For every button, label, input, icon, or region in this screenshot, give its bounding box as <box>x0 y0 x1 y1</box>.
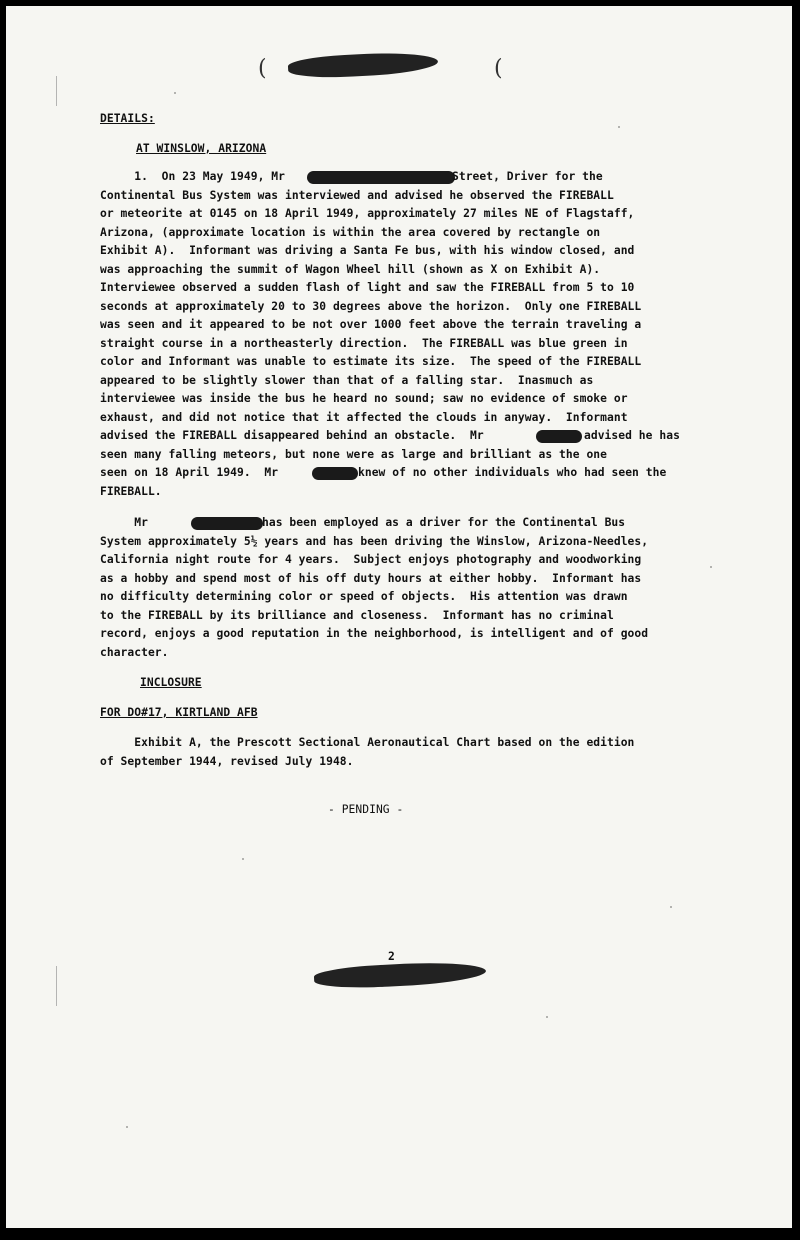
para1-line-18b: knew of no other individuals who had seen the <box>358 466 667 479</box>
section-title: DETAILS: <box>100 112 155 125</box>
enclosure-for: FOR DO#17, KIRTLAND AFB <box>100 706 258 719</box>
para1-line: exhaust, and did not notice that it affected the clouds in anyway. Informant <box>100 411 628 424</box>
speck <box>242 858 244 860</box>
para1-line: color and Informant was unable to estimate its size. The speed of the FIREBALL <box>100 355 642 368</box>
para1-line: Interviewee observed a sudden flash of light and saw the FIREBALL from 5 to 10 <box>100 281 635 294</box>
para1-line: was approaching the summit of Wagon Wheel hill (shown as X on Exhibit A). <box>100 263 601 276</box>
para1-line: or meteorite at 0145 on 18 April 1949, approximately 27 miles NE of Flagstaff, <box>100 207 635 220</box>
redaction <box>536 430 582 443</box>
margin-mark <box>56 966 57 1006</box>
enclosure-line: of September 1944, revised July 1948. <box>100 755 354 768</box>
para1-line: FIREBALL. <box>100 485 162 498</box>
status-pending: - PENDING - <box>328 803 404 816</box>
para1-line-18a: seen on 18 April 1949. Mr <box>100 466 279 479</box>
speck <box>618 126 620 128</box>
paren-right: ( <box>494 56 503 81</box>
para1-line: Exhibit A). Informant was driving a Santa Fe bus, with his window closed, and <box>100 244 635 257</box>
redaction <box>191 517 263 530</box>
page-number: 2 <box>388 950 395 963</box>
para1-line: Arizona, (approximate location is within the area covered by rectangle on <box>100 226 601 239</box>
para1-line: seconds at approximately 20 to 30 degrees above the horizon. Only one FIREBALL <box>100 300 642 313</box>
para2-line: record, enjoys a good reputation in the neighborhood, is intelligent and of good <box>100 627 649 640</box>
para2-line-1b: has been employed as a driver for the Continental Bus <box>262 516 626 529</box>
speck <box>670 906 672 908</box>
para2-line: to the FIREBALL by its brilliance and closeness. Informant has no criminal <box>100 609 614 622</box>
para1-line: seen many falling meteors, but none were as large and brilliant as the one <box>100 448 607 461</box>
speck <box>710 566 712 568</box>
para1-line-1a: 1. On 23 May 1949, Mr <box>100 170 285 183</box>
paren-left: ( <box>258 56 267 81</box>
para1-line: interviewee was inside the bus he heard no sound; saw no evidence of smoke or <box>100 392 628 405</box>
para2-line: no difficulty determining color or speed of objects. His attention was drawn <box>100 590 628 603</box>
para1-line: was seen and it appeared to be not over 1000 feet above the terrain traveling a <box>100 318 642 331</box>
speck <box>174 92 176 94</box>
para2-line-1a: Mr <box>100 516 148 529</box>
classification-stamp-top <box>288 50 439 80</box>
redaction <box>312 467 358 480</box>
para2-line: California night route for 4 years. Subject enjoys photography and woodworking <box>100 553 642 566</box>
para1-line: straight course in a northeasterly direction. The FIREBALL was blue green in <box>100 337 628 350</box>
para1-line: Continental Bus System was interviewed and advised he observed the FIREBALL <box>100 189 614 202</box>
para2-line: System approximately 5½ years and has been driving the Winslow, Arizona-Needles, <box>100 535 649 548</box>
speck <box>126 1126 128 1128</box>
para2-line: character. <box>100 646 169 659</box>
redaction <box>307 171 455 184</box>
speck <box>546 1016 548 1018</box>
para1-line: appeared to be slightly slower than that of a falling star. Inasmuch as <box>100 374 594 387</box>
para1-line-1b: Street, Driver for the <box>452 170 603 183</box>
margin-mark <box>56 76 57 106</box>
classification-stamp-bottom <box>314 960 487 991</box>
location-heading: AT WINSLOW, ARIZONA <box>136 142 267 155</box>
enclosure-line: Exhibit A, the Prescott Sectional Aeronautical Chart based on the edition <box>100 736 635 749</box>
document-page <box>6 6 792 1228</box>
enclosure-heading: INCLOSURE <box>140 676 202 689</box>
para1-line-16b: advised he has <box>584 429 680 442</box>
para2-line: as a hobby and spend most of his off duty hours at either hobby. Informant has <box>100 572 642 585</box>
para1-line-16a: advised the FIREBALL disappeared behind an obstacle. Mr <box>100 429 484 442</box>
